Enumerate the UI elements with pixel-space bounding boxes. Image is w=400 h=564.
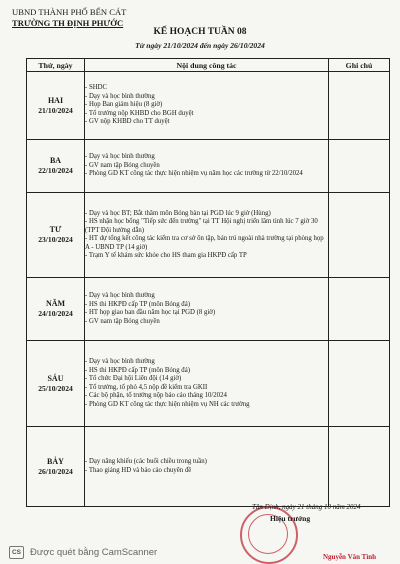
task-item: - Tổ trưởng, tổ phó 4,5 nộp đề kiểm tra GKII (85, 383, 208, 391)
task-item: - HT dự tổng kết công tác kiểm tra cơ sở ôn tập, bán trú ngoài nhà trường tại phòng họp A - UBND TP (14 giờ) (85, 235, 324, 251)
task-item: - GV nộp KHBD cho TT duyệt (85, 118, 170, 126)
day-cell (27, 427, 85, 507)
tasks-cell (85, 427, 329, 507)
task-item: - Các bộ phận, tổ trưởng nộp báo cáo tháng 10/2024 (85, 392, 227, 399)
task-item: - Phòng GD KT công tác thực hiện nhiệm vụ NH các trường (85, 400, 250, 408)
day-date: 21/10/2024 (38, 105, 73, 115)
tasks-cell (85, 140, 329, 193)
tasks-cell (85, 193, 329, 278)
note-cell (329, 140, 390, 193)
note-cell (329, 278, 390, 341)
task-item: - Dạy năng khiếu (các buổi chiều trong tuần) (85, 458, 207, 465)
note-cell (329, 341, 390, 427)
camscanner-logo-icon: CS (9, 546, 24, 559)
task-item: - Tổ trưởng nộp KHBD cho BGH duyệt (85, 109, 194, 117)
camscanner-watermark (9, 545, 157, 559)
day-name: TƯ (49, 225, 62, 234)
table-row (27, 72, 390, 140)
table-row (27, 341, 390, 427)
camscanner-text: Được quét bằng CamScanner (30, 546, 158, 558)
day-cell (27, 193, 85, 278)
task-item: - GV nam tập Bóng chuyền (85, 161, 160, 169)
day-date: 25/10/2024 (38, 383, 73, 393)
day-date: 26/10/2024 (38, 466, 73, 476)
day-cell (27, 140, 85, 193)
task-item: - Dạy và học bình thường (85, 92, 155, 100)
task-item: - Dạy và học bình thường (85, 358, 155, 365)
document-header (12, 7, 126, 28)
school-name: TRƯỜNG TH ĐỊNH PHƯỚC (12, 17, 124, 28)
tasks-cell (85, 341, 329, 427)
task-item: - Phòng GD KT công tác thực hiện nhiệm vụ năm học các trường từ 22/10/2024 (85, 170, 303, 178)
task-item: - Dạy và học bình thường (85, 153, 155, 161)
task-item: - HT họp giao ban đầu năm học tại PGD (8 giờ) (85, 309, 216, 316)
signer-role: Hiệu trưởng (270, 514, 311, 523)
column-header-note: Ghi chú (329, 59, 390, 72)
table-row (27, 278, 390, 341)
task-item: - GV nam tập Bóng chuyền (85, 317, 160, 325)
task-item: - Dạy và học BT; Bắt thăm môn Bóng bàn tại PGD lúc 9 giờ (Hùng) (85, 209, 271, 217)
column-header-day: Thứ, ngày (27, 59, 85, 72)
day-date: 24/10/2024 (38, 309, 73, 318)
signer-name: Nguyễn Văn Tình (323, 553, 377, 561)
task-item: - HS nhận học bổng "Tiếp sức đến trường" tại TT Hội nghị triển lãm tỉnh lúc 7 giờ 30 (TPT Đội hướng dẫn) (85, 218, 318, 234)
table-row (27, 140, 390, 193)
page-title: KẾ HOẠCH TUẦN 08 (153, 27, 247, 37)
table-header-row (27, 59, 390, 72)
day-name: BẢY (47, 456, 64, 466)
column-header-content: Nội dung công tác (85, 59, 329, 72)
agency-name: UBND THÀNH PHỐ BẾN CÁT (12, 7, 127, 17)
weekly-plan-table (26, 58, 390, 507)
table-row (27, 427, 390, 507)
day-name: BA (49, 156, 62, 165)
day-date: 22/10/2024 (38, 166, 73, 175)
note-cell (329, 72, 390, 140)
date-range: Từ ngày 21/10/2024 đến ngày 26/10/2024 (135, 41, 265, 50)
sign-date: Tân Định, ngày 21 tháng 10 năm 2024 (252, 503, 361, 511)
table-row (27, 193, 390, 278)
day-name: HAI (47, 95, 64, 105)
day-cell (27, 72, 85, 140)
day-date: 23/10/2024 (38, 235, 73, 244)
task-item: - Thao giảng HD và báo cáo chuyên đề (85, 466, 192, 474)
day-name: NĂM (45, 299, 66, 308)
day-cell (27, 278, 85, 341)
tasks-cell (85, 278, 329, 341)
task-item: - Trạm Y tế khám sức khỏe cho HS tham gia HKPĐ cấp TP (85, 252, 247, 259)
day-cell (27, 341, 85, 427)
task-item: - SHDC (85, 84, 108, 92)
task-item: - Tổ chức Đại hội Liên đội (14 giờ) (85, 375, 182, 382)
task-item: - HS thi HKPĐ cấp TP (môn Bóng đá) (85, 366, 190, 374)
note-cell (329, 193, 390, 278)
day-name: SÁU (47, 373, 64, 383)
task-item: - HS thi HKPĐ cấp TP (môn Bóng đá) (85, 300, 190, 308)
note-cell (329, 427, 390, 507)
tasks-cell (85, 72, 329, 140)
table-body (27, 72, 390, 507)
task-item: - Dạy và học bình thường (85, 292, 155, 299)
task-item: - Họp Ban giám hiệu (8 giờ) (85, 101, 163, 109)
